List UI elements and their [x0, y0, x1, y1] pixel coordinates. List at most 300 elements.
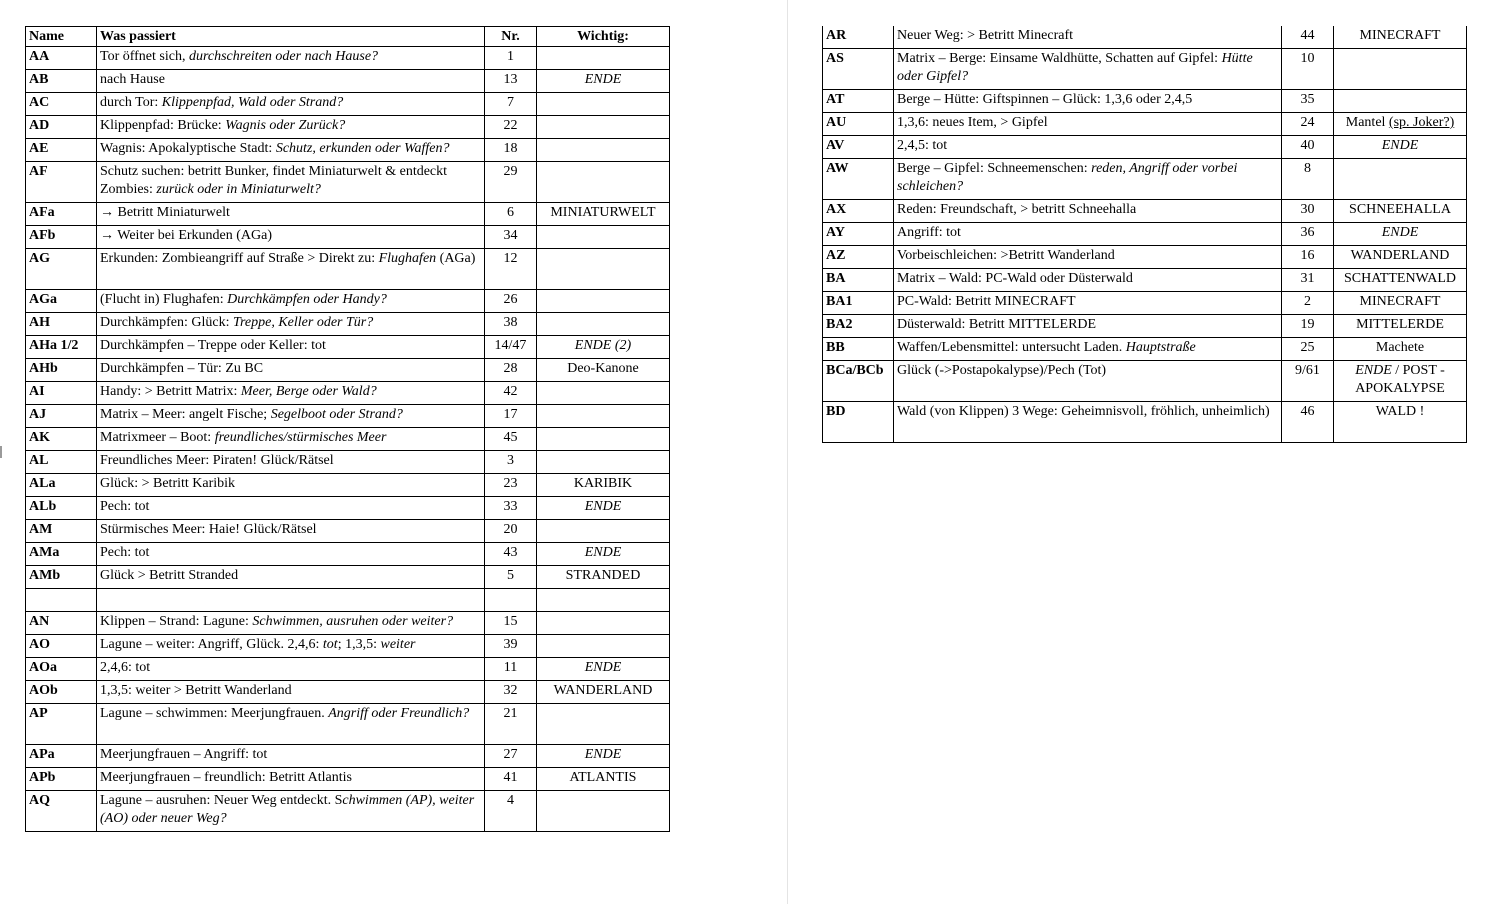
- cell-wichtig: [1334, 292, 1467, 315]
- cell-was-passiert: [97, 704, 485, 745]
- cell-nr: 14/47: [485, 336, 537, 359]
- text-segment: Schutz, erkunden oder Waffen?: [275, 141, 450, 156]
- cell-wichtig: [537, 139, 670, 162]
- cell-was-passiert: [894, 246, 1282, 269]
- text-segment: (sp. Joker?): [1388, 115, 1455, 130]
- cell-was-passiert: [97, 658, 485, 681]
- cell-was-passiert: [97, 336, 485, 359]
- cell-was-passiert: [97, 290, 485, 313]
- text-segment: ENDE (2): [574, 338, 632, 353]
- text-segment: Glück: > Betritt Karibik: [100, 476, 236, 491]
- cell-nr: 10: [1282, 49, 1334, 90]
- text-segment: SCHATTENWALD: [1344, 271, 1456, 286]
- cell-nr: 8: [1282, 159, 1334, 200]
- text-segment: (Flucht in) Flughafen:: [100, 292, 228, 307]
- text-segment: / POST - APOKALYPSE: [1355, 363, 1445, 396]
- text-segment: 1,3,6: neues Item, > Gipfel: [897, 115, 1048, 130]
- text-segment: freundliches/stürmisches Meer: [214, 430, 387, 445]
- cell-wichtig: [1334, 136, 1467, 159]
- table-row: [26, 336, 670, 359]
- cell-wichtig: [537, 336, 670, 359]
- table-row: [26, 93, 670, 116]
- cell-wichtig: [537, 405, 670, 428]
- cell-wichtig: [537, 658, 670, 681]
- cell-nr: 7: [485, 93, 537, 116]
- cell-name: ALa: [26, 474, 97, 497]
- cell-name: AK: [26, 428, 97, 451]
- text-segment: Berge – Gipfel: Schneemenschen:: [897, 161, 1092, 176]
- text-segment: MINECRAFT: [1359, 28, 1441, 43]
- cell-nr: 38: [485, 313, 537, 336]
- page-edge-marker: [0, 446, 2, 458]
- cell-nr: 35: [1282, 90, 1334, 113]
- cell-name: BCa/BCb: [823, 361, 894, 402]
- text-segment: chwimmen (AP), weiter (AO) oder neuer Weg?: [100, 793, 475, 826]
- cell-nr: 15: [485, 612, 537, 635]
- cell-wichtig: [537, 474, 670, 497]
- cell-was-passiert: [97, 520, 485, 543]
- text-segment: Matrixmeer – Boot:: [100, 430, 215, 445]
- cell-wichtig: [537, 47, 670, 70]
- table-row: [823, 113, 1467, 136]
- text-segment: Lagune – ausruhen: Neuer Weg entdeckt. S: [100, 793, 343, 808]
- text-segment: ENDE: [1355, 363, 1392, 378]
- story-table-left: [25, 26, 670, 832]
- cell-name: AM: [26, 520, 97, 543]
- table-row: [823, 361, 1467, 402]
- table-row: [26, 359, 670, 382]
- cell-was-passiert: [894, 292, 1282, 315]
- cell-wichtig: [537, 589, 670, 612]
- cell-nr: 41: [485, 768, 537, 791]
- text-segment: Neuer Weg: > Betritt Minecraft: [897, 28, 1074, 43]
- cell-nr: 20: [485, 520, 537, 543]
- cell-wichtig: [537, 226, 670, 249]
- cell-was-passiert: [894, 338, 1282, 361]
- cell-wichtig: [537, 93, 670, 116]
- cell-was-passiert: [97, 543, 485, 566]
- table-row: [26, 704, 670, 745]
- text-segment: (AGa): [436, 251, 476, 266]
- text-segment: Wald (von Klippen) 3 Wege: Geheimnisvoll, fröhlich, unheimlich): [897, 404, 1270, 419]
- cell-wichtig: [537, 566, 670, 589]
- text-segment: Glück > Betritt Stranded: [100, 568, 239, 583]
- table-row: [26, 249, 670, 290]
- table-body-right: [823, 26, 1467, 443]
- table-row: [26, 405, 670, 428]
- text-segment: Vorbeischleichen: >Betritt Wanderland: [897, 248, 1115, 263]
- cell-name: AFb: [26, 226, 97, 249]
- table-row: [823, 246, 1467, 269]
- cell-wichtig: [537, 313, 670, 336]
- table-row: [823, 292, 1467, 315]
- text-segment: Segelboot oder Strand?: [270, 407, 403, 422]
- table-row: [26, 566, 670, 589]
- text-segment: Lagune – weiter: Angriff, Glück. 2,4,6:: [100, 637, 323, 652]
- cell-was-passiert: [894, 269, 1282, 292]
- cell-name: AH: [26, 313, 97, 336]
- cell-name: BD: [823, 402, 894, 443]
- cell-was-passiert: [97, 93, 485, 116]
- cell-nr: 18: [485, 139, 537, 162]
- cell-nr: 44: [1282, 26, 1334, 49]
- cell-wichtig: [537, 70, 670, 93]
- text-segment: Waffen/Lebensmittel: untersucht Laden.: [897, 340, 1126, 355]
- cell-was-passiert: [97, 382, 485, 405]
- text-segment: → Betritt Miniaturwelt: [100, 205, 230, 220]
- page-divider: [787, 0, 788, 904]
- cell-was-passiert: [97, 226, 485, 249]
- text-segment: Schwimmen, ausruhen oder weiter?: [252, 614, 454, 629]
- cell-was-passiert: [894, 26, 1282, 49]
- text-segment: reden, Angriff oder vorbei schleichen?: [897, 161, 1238, 194]
- table-row: [26, 382, 670, 405]
- story-table-right: [822, 26, 1467, 443]
- table-row: [26, 47, 670, 70]
- text-segment: Hütte oder Gipfel?: [897, 51, 1253, 84]
- table-row: [26, 162, 670, 203]
- cell-was-passiert: [894, 200, 1282, 223]
- cell-wichtig: [537, 635, 670, 658]
- text-segment: 2,4,6: tot: [100, 660, 151, 675]
- table-row: [26, 768, 670, 791]
- header-name: Name: [26, 27, 97, 47]
- cell-was-passiert: [97, 589, 485, 612]
- cell-nr: 31: [1282, 269, 1334, 292]
- cell-nr: 26: [485, 290, 537, 313]
- cell-name: AV: [823, 136, 894, 159]
- cell-wichtig: [1334, 159, 1467, 200]
- cell-name: AB: [26, 70, 97, 93]
- cell-name: AJ: [26, 405, 97, 428]
- cell-was-passiert: [894, 90, 1282, 113]
- cell-nr: 34: [485, 226, 537, 249]
- cell-was-passiert: [894, 361, 1282, 402]
- text-segment: KARIBIK: [573, 476, 633, 491]
- text-segment: MINIATURWELT: [550, 205, 656, 220]
- table-header-row: [26, 27, 670, 47]
- table-row: [823, 402, 1467, 443]
- text-segment: Handy: > Betritt Matrix:: [100, 384, 241, 399]
- cell-name: AZ: [823, 246, 894, 269]
- table-row: [26, 658, 670, 681]
- table-row: [26, 497, 670, 520]
- text-segment: nach Hause: [100, 72, 165, 87]
- text-segment: durchschreiten oder nach Hause?: [188, 49, 379, 64]
- cell-nr: 39: [485, 635, 537, 658]
- cell-wichtig: [537, 497, 670, 520]
- text-segment: Machete: [1375, 340, 1425, 355]
- text-segment: Schutz suchen: betritt Bunker, findet Miniaturwelt & entdeckt Zombies:: [100, 164, 448, 197]
- text-segment: Meerjungfrauen – Angriff: tot: [100, 747, 268, 762]
- table-row: [26, 745, 670, 768]
- text-segment: Angriff: tot: [897, 225, 961, 240]
- cell-was-passiert: [894, 402, 1282, 443]
- text-segment: Treppe, Keller oder Tür?: [232, 315, 374, 330]
- table-row: [26, 116, 670, 139]
- cell-nr: 42: [485, 382, 537, 405]
- cell-was-passiert: [97, 116, 485, 139]
- text-segment: ENDE: [584, 660, 622, 675]
- table-row: [26, 451, 670, 474]
- table-row: [823, 338, 1467, 361]
- cell-wichtig: [537, 612, 670, 635]
- cell-name: AHb: [26, 359, 97, 382]
- text-segment: Hauptstraße: [1125, 340, 1196, 355]
- cell-nr: 23: [485, 474, 537, 497]
- cell-was-passiert: [97, 566, 485, 589]
- cell-wichtig: [537, 428, 670, 451]
- text-segment: ENDE: [584, 499, 622, 514]
- text-segment: Berge – Hütte: Giftspinnen – Glück: 1,3,6 oder 2,4,5: [897, 92, 1193, 107]
- cell-was-passiert: [97, 359, 485, 382]
- cell-nr: 28: [485, 359, 537, 382]
- cell-nr: 25: [1282, 338, 1334, 361]
- cell-name: AO: [26, 635, 97, 658]
- table-row: [823, 269, 1467, 292]
- table-row: [26, 543, 670, 566]
- text-segment: weiter: [380, 637, 416, 652]
- text-segment: Matrix – Berge: Einsame Waldhütte, Schatten auf Gipfel:: [897, 51, 1222, 66]
- table-row: [823, 200, 1467, 223]
- text-segment: 1,3,5: weiter > Betritt Wanderland: [100, 683, 292, 698]
- cell-wichtig: [537, 382, 670, 405]
- cell-was-passiert: [97, 451, 485, 474]
- text-segment: ; 1,3,5:: [337, 637, 381, 652]
- cell-wichtig: [537, 520, 670, 543]
- text-segment: Klippen – Strand: Lagune:: [100, 614, 253, 629]
- table-row: [26, 681, 670, 704]
- text-segment: Matrix – Meer: angelt Fische;: [100, 407, 271, 422]
- table-row: [26, 474, 670, 497]
- table-row: [823, 49, 1467, 90]
- cell-name: AW: [823, 159, 894, 200]
- cell-nr: 45: [485, 428, 537, 451]
- cell-was-passiert: [894, 315, 1282, 338]
- cell-wichtig: [537, 116, 670, 139]
- text-segment: Pech: tot: [100, 545, 150, 560]
- text-segment: Stürmisches Meer: Haie! Glück/Rätsel: [100, 522, 317, 537]
- cell-was-passiert: [97, 428, 485, 451]
- text-segment: Durchkämpfen – Treppe oder Keller: tot: [100, 338, 326, 353]
- table-row: [823, 223, 1467, 246]
- text-segment: durch Tor:: [100, 95, 162, 110]
- table-row: [823, 136, 1467, 159]
- cell-nr: 40: [1282, 136, 1334, 159]
- cell-was-passiert: [894, 113, 1282, 136]
- cell-nr: 32: [485, 681, 537, 704]
- table-row: [26, 428, 670, 451]
- text-segment: Deo-Kanone: [567, 361, 639, 376]
- cell-wichtig: [537, 768, 670, 791]
- cell-name: AP: [26, 704, 97, 745]
- cell-was-passiert: [97, 612, 485, 635]
- cell-was-passiert: [894, 49, 1282, 90]
- cell-nr: 2: [1282, 292, 1334, 315]
- cell-name: APa: [26, 745, 97, 768]
- header-wichtig: Wichtig:: [537, 27, 670, 47]
- cell-name: AFa: [26, 203, 97, 226]
- table-row: [26, 589, 670, 612]
- cell-name: AOb: [26, 681, 97, 704]
- cell-name: AG: [26, 249, 97, 290]
- cell-was-passiert: [97, 681, 485, 704]
- text-segment: Angriff oder Freundlich?: [328, 706, 470, 721]
- text-segment: Matrix – Wald: PC-Wald oder Düsterwald: [897, 271, 1133, 286]
- cell-nr: 16: [1282, 246, 1334, 269]
- cell-name: AD: [26, 116, 97, 139]
- cell-name: AMb: [26, 566, 97, 589]
- cell-nr: 46: [1282, 402, 1334, 443]
- cell-name: APb: [26, 768, 97, 791]
- text-segment: Klippenpfad: Brücke:: [100, 118, 226, 133]
- cell-wichtig: [1334, 26, 1467, 49]
- text-segment: SCHNEEHALLA: [1349, 202, 1451, 217]
- cell-wichtig: [537, 681, 670, 704]
- cell-name: BA2: [823, 315, 894, 338]
- cell-nr: [485, 589, 537, 612]
- text-segment: Tor öffnet sich,: [100, 49, 189, 64]
- cell-name: AL: [26, 451, 97, 474]
- cell-was-passiert: [97, 139, 485, 162]
- cell-name: AOa: [26, 658, 97, 681]
- cell-was-passiert: [894, 223, 1282, 246]
- cell-wichtig: [537, 359, 670, 382]
- cell-name: BA1: [823, 292, 894, 315]
- cell-name: AC: [26, 93, 97, 116]
- text-segment: WANDERLAND: [553, 683, 653, 698]
- cell-was-passiert: [97, 405, 485, 428]
- cell-nr: 19: [1282, 315, 1334, 338]
- cell-nr: 1: [485, 47, 537, 70]
- text-segment: WANDERLAND: [1350, 248, 1450, 263]
- cell-wichtig: [537, 745, 670, 768]
- cell-name: AS: [823, 49, 894, 90]
- text-segment: Wagnis: Apokalyptische Stadt:: [100, 141, 276, 156]
- cell-nr: 13: [485, 70, 537, 93]
- text-segment: PC-Wald: Betritt MINECRAFT: [897, 294, 1076, 309]
- cell-name: AMa: [26, 543, 97, 566]
- cell-name: BB: [823, 338, 894, 361]
- cell-wichtig: [537, 543, 670, 566]
- cell-nr: 6: [485, 203, 537, 226]
- table-row: [26, 203, 670, 226]
- cell-nr: 33: [485, 497, 537, 520]
- table-row: [823, 26, 1467, 49]
- text-segment: Meerjungfrauen – freundlich: Betritt Atlantis: [100, 770, 352, 785]
- cell-nr: 27: [485, 745, 537, 768]
- text-segment: ENDE: [584, 747, 622, 762]
- text-segment: STRANDED: [565, 568, 641, 583]
- cell-wichtig: [537, 249, 670, 290]
- table-row: [26, 290, 670, 313]
- text-segment: ATLANTIS: [569, 770, 637, 785]
- cell-name: AY: [823, 223, 894, 246]
- table-row: [26, 139, 670, 162]
- cell-wichtig: [1334, 402, 1467, 443]
- cell-nr: 24: [1282, 113, 1334, 136]
- text-segment: WALD !: [1375, 404, 1425, 419]
- table-row: [26, 520, 670, 543]
- text-segment: Durchkämpfen – Tür: Zu BC: [100, 361, 264, 376]
- cell-was-passiert: [97, 497, 485, 520]
- cell-name: AI: [26, 382, 97, 405]
- text-segment: Wagnis oder Zurück?: [225, 118, 346, 133]
- text-segment: Klippenpfad, Wald oder Strand?: [161, 95, 344, 110]
- cell-wichtig: [1334, 246, 1467, 269]
- cell-wichtig: [1334, 269, 1467, 292]
- text-segment: MITTELERDE: [1356, 317, 1444, 332]
- cell-nr: 43: [485, 543, 537, 566]
- cell-nr: 29: [485, 162, 537, 203]
- table-row: [823, 90, 1467, 113]
- cell-wichtig: [1334, 49, 1467, 90]
- text-segment: Durchkämpfen: Glück:: [100, 315, 233, 330]
- cell-nr: 3: [485, 451, 537, 474]
- text-segment: Mantel: [1345, 115, 1389, 130]
- text-segment: ENDE: [1381, 225, 1419, 240]
- text-segment: Durchkämpfen oder Handy?: [227, 292, 387, 307]
- header-nr: Nr.: [485, 27, 537, 47]
- text-segment: Pech: tot: [100, 499, 150, 514]
- text-segment: Flughafen: [378, 251, 437, 266]
- cell-was-passiert: [97, 791, 485, 832]
- text-segment: Meer, Berge oder Wald?: [240, 384, 377, 399]
- table-row: [823, 159, 1467, 200]
- cell-wichtig: [537, 704, 670, 745]
- cell-wichtig: [1334, 361, 1467, 402]
- text-segment: Erkunden: Zombieangriff auf Straße > Direkt zu:: [100, 251, 379, 266]
- cell-name: BA: [823, 269, 894, 292]
- text-segment: Glück (->Postapokalypse)/Pech (Tot): [897, 363, 1107, 378]
- cell-wichtig: [537, 290, 670, 313]
- cell-nr: 9/61: [1282, 361, 1334, 402]
- cell-nr: 12: [485, 249, 537, 290]
- table-row: [26, 791, 670, 832]
- cell-name: AF: [26, 162, 97, 203]
- text-segment: tot: [322, 637, 338, 652]
- text-segment: Reden: Freundschaft, > betritt Schneehalla: [897, 202, 1137, 217]
- table-row: [823, 315, 1467, 338]
- text-segment: ENDE: [1381, 138, 1419, 153]
- cell-nr: 30: [1282, 200, 1334, 223]
- cell-wichtig: [1334, 113, 1467, 136]
- cell-was-passiert: [97, 47, 485, 70]
- table-row: [26, 226, 670, 249]
- cell-was-passiert: [97, 70, 485, 93]
- cell-nr: 17: [485, 405, 537, 428]
- text-segment: ENDE: [584, 545, 622, 560]
- cell-wichtig: [1334, 223, 1467, 246]
- cell-was-passiert: [97, 635, 485, 658]
- cell-name: AQ: [26, 791, 97, 832]
- cell-was-passiert: [894, 159, 1282, 200]
- cell-was-passiert: [97, 474, 485, 497]
- cell-name: AX: [823, 200, 894, 223]
- text-segment: MINECRAFT: [1359, 294, 1441, 309]
- cell-name: AR: [823, 26, 894, 49]
- cell-name: ALb: [26, 497, 97, 520]
- cell-name: AA: [26, 47, 97, 70]
- cell-name: [26, 589, 97, 612]
- text-segment: → Weiter bei Erkunden (AGa): [100, 228, 272, 243]
- cell-was-passiert: [894, 136, 1282, 159]
- table-row: [26, 635, 670, 658]
- cell-was-passiert: [97, 162, 485, 203]
- cell-name: AU: [823, 113, 894, 136]
- cell-was-passiert: [97, 203, 485, 226]
- text-segment: Lagune – schwimmen: Meerjungfrauen.: [100, 706, 329, 721]
